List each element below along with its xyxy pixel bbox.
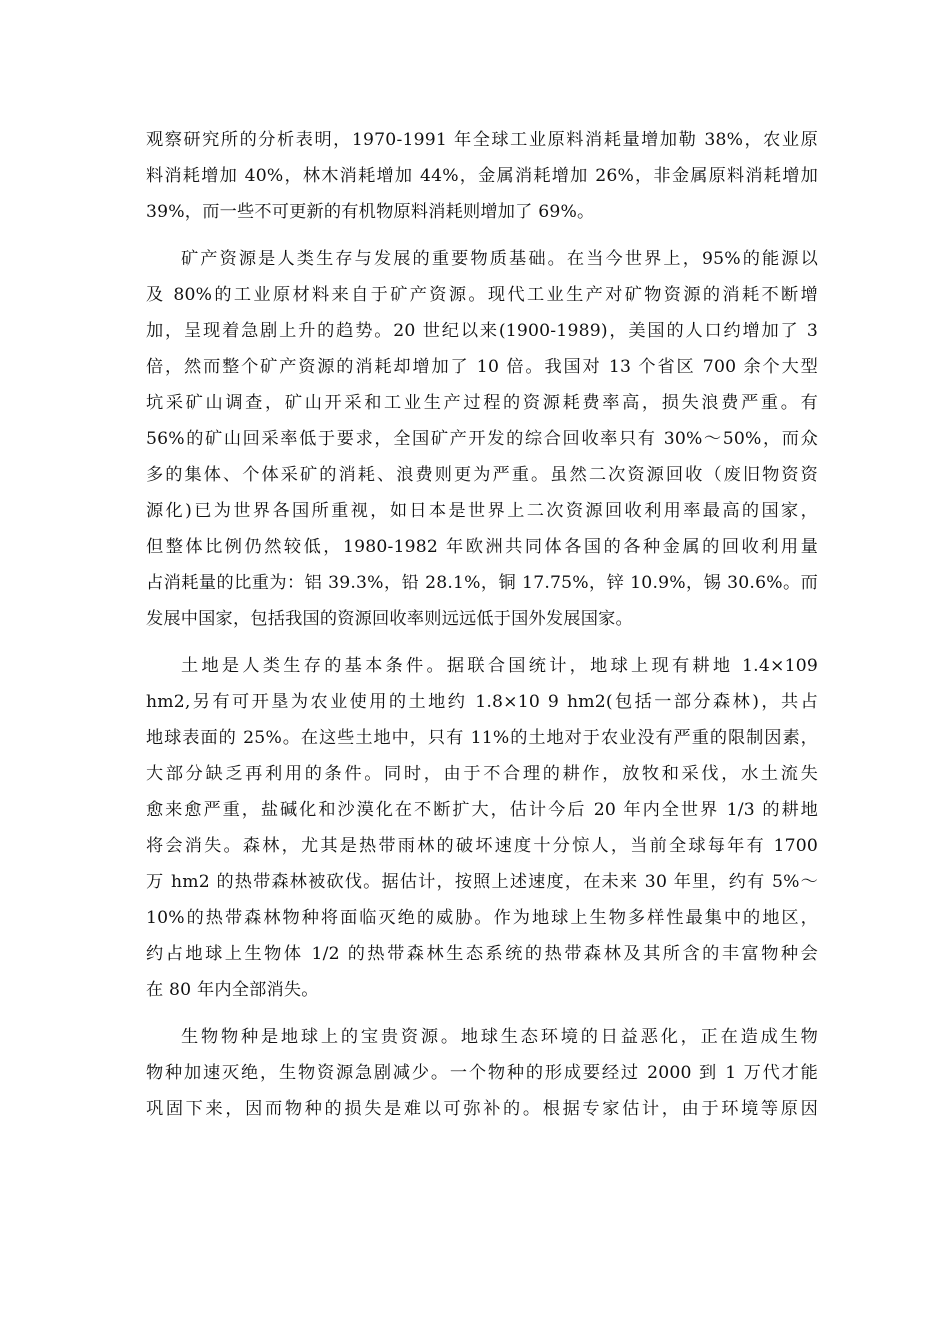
- text-line: 将会消失。森林，尤其是热带雨林的破坏速度十分惊人，当前全球每年有 1700: [146, 836, 818, 856]
- text-line: 56%的矿山回采率低于要求，全国矿产开发的综合回收率只有 30%～50%，而众: [146, 429, 818, 449]
- text-line: 大部分缺乏再利用的条件。同时，由于不合理的耕作，放牧和采伐，水土流失: [146, 764, 818, 784]
- text-line: 39%，而一些不可更新的有机物原料消耗则增加了 69%。: [146, 202, 595, 222]
- text-line: 源化)已为世界各国所重视，如日本是世界上二次资源回收利用率最高的国家，: [146, 501, 818, 521]
- text-line: 占消耗量的比重为：铝 39.3%，铅 28.1%，铜 17.75%，锌 10.9%，锡 30.6%。而: [146, 573, 818, 593]
- text-line: 料消耗增加 40%，林木消耗增加 44%，金属消耗增加 26%，非金属原料消耗增加: [146, 166, 818, 186]
- text-line: 万 hm2 的热带森林被砍伐。据估计，按照上述速度，在未来 30 年里，约有 5%～: [146, 872, 818, 892]
- text-line: 及 80%的工业原材料来自于矿产资源。现代工业生产对矿物资源的消耗不断增: [146, 285, 818, 305]
- text-line: 在 80 年内全部消失。: [146, 980, 319, 1000]
- text-line: hm2,另有可开垦为农业使用的土地约 1.8×10 9 hm2(包括一部分森林)，共占: [146, 692, 818, 712]
- text-line: 10%的热带森林物种将面临灭绝的威胁。作为地球上生物多样性最集中的地区，: [146, 908, 818, 928]
- text-line: 倍，然而整个矿产资源的消耗却增加了 10 倍。我国对 13 个省区 700 余个大型: [146, 357, 818, 377]
- text-line: 生物物种是地球上的宝贵资源。地球生态环境的日益恶化，正在造成生物: [181, 1027, 818, 1047]
- text-line: 地球表面的 25%。在这些土地中，只有 11%的土地对于农业没有严重的限制因素，: [146, 728, 818, 748]
- text-line: 但整体比例仍然较低，1980-1982 年欧洲共同体各国的各种金属的回收利用量: [146, 537, 818, 557]
- text-line: 土地是人类生存的基本条件。据联合国统计，地球上现有耕地 1.4×109: [181, 656, 818, 676]
- text-line: 矿产资源是人类生存与发展的重要物质基础。在当今世界上，95%的能源以: [181, 249, 818, 269]
- text-line: 加，呈现着急剧上升的趋势。20 世纪以来(1900-1989)，美国的人口约增加了 3: [146, 321, 818, 341]
- text-line: 愈来愈严重，盐碱化和沙漠化在不断扩大，估计今后 20 年内全世界 1/3 的耕地: [146, 800, 818, 820]
- text-line: 巩固下来，因而物种的损失是难以可弥补的。根据专家估计，由于环境等原因: [146, 1099, 818, 1119]
- text-line: 多的集体、个体采矿的消耗、浪费则更为严重。虽然二次资源回收（废旧物资资: [146, 465, 818, 485]
- text-line: 发展中国家，包括我国的资源回收率则远远低于国外发展国家。: [146, 609, 633, 629]
- text-line: 物种加速灭绝，生物资源急剧减少。一个物种的形成要经过 2000 到 1 万代才能: [146, 1063, 818, 1083]
- text-line: 约占地球上生物体 1/2 的热带森林生态系统的热带森林及其所含的丰富物种会: [146, 944, 818, 964]
- text-line: 观察研究所的分析表明，1970-1991 年全球工业原料消耗量增加勒 38%，农业原: [146, 130, 818, 150]
- text-line: 坑采矿山调查，矿山开采和工业生产过程的资源耗费率高，损失浪费严重。有: [146, 393, 818, 413]
